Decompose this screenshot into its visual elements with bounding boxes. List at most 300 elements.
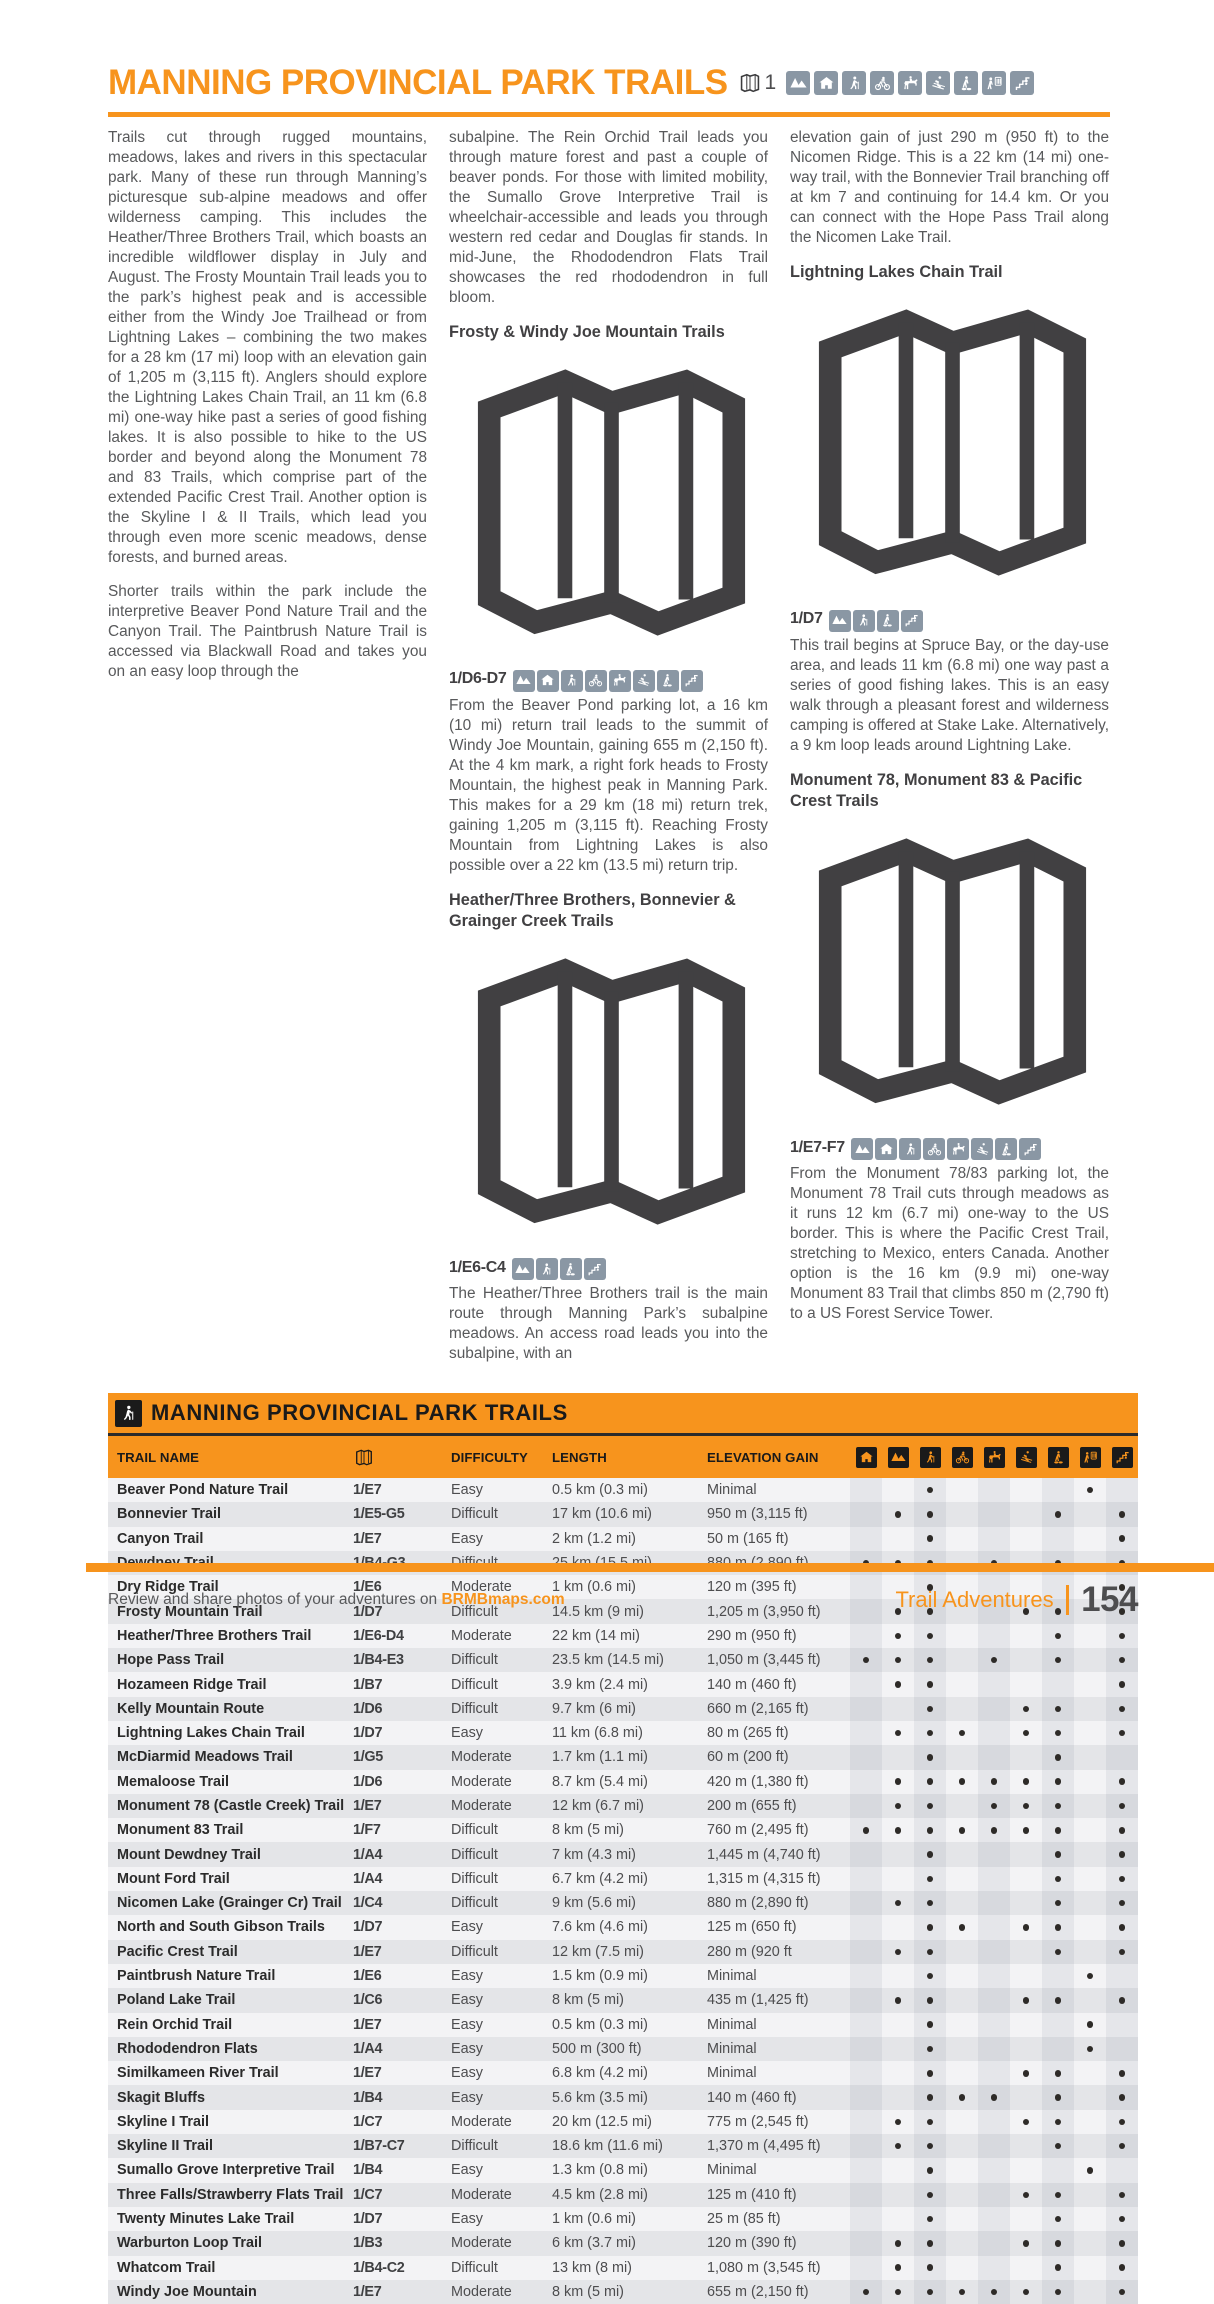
trail-elevation: 655 m (2,150 ft) [707,2283,809,2300]
activity-dot [1119,1681,1126,1688]
activity-cell-snowshoeing [1042,2061,1074,2085]
snowshoeing-icon [657,670,679,692]
activity-cell-interpretive [1074,1842,1106,1866]
activity-cell-cabin [850,1527,882,1551]
activity-cell-skiing [1010,1770,1042,1794]
page-header [108,62,1138,104]
activity-cell-camping [882,2183,914,2207]
activity-cell-interpretive [1074,1770,1106,1794]
activity-cell-interpretive [1074,1672,1106,1696]
activity-dot [1023,2240,1030,2247]
table-row [108,2256,1138,2280]
activity-cell-biking [946,1915,978,1939]
trail-difficulty: Moderate [451,2186,512,2203]
activity-cell-hiking [914,1648,946,1672]
activity-dot [863,1827,870,1834]
trail-difficulty: Moderate [451,2283,512,2300]
activity-cell-camping [882,1624,914,1648]
activity-cell-biking [946,1794,978,1818]
trail-length: 17 km (10.6 mi) [552,1506,652,1523]
trail-name: Beaver Pond Nature Trail [117,1482,289,1499]
activity-cell-stairs [1106,1964,1138,1988]
trail-length: 8.7 km (5.4 mi) [552,1773,648,1790]
activity-cell-cabin [850,1794,882,1818]
table-row [108,1915,1138,1939]
trail-name: Whatcom Trail [117,2259,216,2276]
trail-elevation: 80 m (265 ft) [707,1725,789,1742]
activity-cell-interpretive [1074,2110,1106,2134]
trail-difficulty: Easy [451,1919,483,1936]
trail-difficulty: Moderate [451,1773,512,1790]
activity-cell-cabin [850,2207,882,2231]
trail-difficulty: Difficult [451,1700,498,1717]
biking-column-icon [952,1447,973,1468]
trail-length: 12 km (7.5 mi) [552,1943,644,1960]
intro-column-2 [449,128,768,1378]
trail-map-ref: 1/C6 [353,1992,383,2009]
activity-cell-stairs [1106,2256,1138,2280]
activity-cell-camping [882,1478,914,1502]
section-heading [449,890,768,1281]
section-map-ref: 1/D6-D7 [449,670,507,687]
stairs-column-icon [1112,1447,1133,1468]
activity-dot [1055,2094,1062,2101]
table-row [108,1988,1138,2012]
activity-cell-interpretive [1074,2256,1106,2280]
activity-cell-skiing [1010,2158,1042,2182]
activity-dot [1055,1706,1062,1713]
activity-cell-biking [946,1527,978,1551]
trail-length: 6.7 km (4.2 mi) [552,1870,648,1887]
activity-cell-cabin [850,1867,882,1891]
activity-cell-hiking [914,1891,946,1915]
activity-cell-biking [946,2013,978,2037]
table-row [108,2183,1138,2207]
activity-dot [895,1803,902,1810]
paragraph: The Heather/Three Brothers trail is the main route through Manning Park’s subalpine meadows. An access road leads you into the subalpine, with an [449,1285,768,1362]
trail-elevation: 120 m (395 ft) [707,1579,797,1596]
activity-cell-biking [946,1988,978,2012]
activity-dot [863,1657,870,1664]
activity-cell-camping [882,1648,914,1672]
activity-cell-hiking [914,1624,946,1648]
activity-cell-biking [946,1745,978,1769]
trail-map-ref: 1/E7 [353,2283,382,2300]
skiing-icon [633,670,655,692]
activity-cell-skiing [1010,1964,1042,1988]
activity-dot [1119,1535,1126,1542]
trail-name: Heather/Three Brothers Trail [117,1627,312,1644]
activity-dot [1119,2240,1126,2247]
trail-difficulty: Difficult [451,1870,498,1887]
activity-cell-snowshoeing [1042,2256,1074,2280]
activity-dot [1119,1657,1126,1664]
trail-map-ref: 1/B7-C7 [353,2138,405,2155]
activity-cell-skiing [1010,2013,1042,2037]
activity-dot [1055,2143,1062,2150]
section-heading [790,262,1109,632]
trail-difficulty: Easy [451,2016,483,2033]
activity-cell-snowshoeing [1042,2013,1074,2037]
activity-cell-horseback [978,2037,1010,2061]
activity-dot [927,2216,934,2223]
activity-cell-skiing [1010,2061,1042,2085]
activity-cell-skiing [1010,1502,1042,1526]
activity-cell-hiking [914,2061,946,2085]
trail-length: 5.6 km (3.5 mi) [552,2089,648,2106]
activity-cell-stairs [1106,1770,1138,1794]
cabin-column-icon [856,1447,877,1468]
activity-dot [927,1778,934,1785]
activity-cell-camping [882,2013,914,2037]
activity-cell-camping [882,2280,914,2304]
activity-dot [1023,2119,1030,2126]
activity-cell-snowshoeing [1042,1721,1074,1745]
trail-name: Frosty Mountain Trail [117,1603,263,1620]
trail-difficulty: Moderate [451,1579,512,1596]
trail-map-ref: 1/C4 [353,1895,383,1912]
snowshoeing-column-icon [1048,1447,1069,1468]
activity-dot [1055,1778,1062,1785]
activity-dot [895,1778,902,1785]
activity-cell-hiking [914,1527,946,1551]
activity-cell-snowshoeing [1042,1842,1074,1866]
activity-cell-camping [882,2110,914,2134]
activity-cell-skiing [1010,2280,1042,2304]
activity-cell-horseback [978,2085,1010,2109]
activity-cell-stairs [1106,1721,1138,1745]
trail-name: Dry Ridge Trail [117,1579,219,1596]
activity-cell-biking [946,2207,978,2231]
trail-elevation: 60 m (200 ft) [707,1749,789,1766]
activity-cell-cabin [850,1940,882,1964]
trail-difficulty: Difficult [451,1603,498,1620]
paragraph: From the Beaver Pond parking lot, a 16 km (10 mi) return trail leads to the summit of Windy Joe Mountain, gaining 655 m (2,150 ft). At the 4 km mark, a right fork heads to Frosty Mountain, the highest peak in Manning Park. This makes for a 29 km (18 mi) return trek, gaining 1,205 m (3,115 ft). Reaching Frosty Mountain from Lightning Lakes is also possible over a 22 km (13.5 mi) return trip. [449,696,768,874]
trail-length: 2 km (1.2 mi) [552,1530,636,1547]
activity-cell-camping [882,1867,914,1891]
activity-cell-horseback [978,2280,1010,2304]
activity-dot [1119,1949,1126,1956]
trail-map-ref: 1/B4 [353,2162,383,2179]
activity-cell-camping [882,2061,914,2085]
snowshoeing-icon [954,71,978,95]
activity-dot [1119,1900,1126,1907]
table-row [108,1502,1138,1526]
activity-cell-snowshoeing [1042,1648,1074,1672]
activity-cell-hiking [914,1940,946,1964]
activity-cell-horseback [978,2110,1010,2134]
activity-cell-stairs [1106,1818,1138,1842]
activity-dot [991,1778,998,1785]
activity-dot [927,2264,934,2271]
trail-difficulty: Easy [451,1725,483,1742]
activity-dot [1119,1827,1126,1834]
activity-dot [1119,1511,1126,1518]
activity-dot [1023,1778,1030,1785]
activity-dot [959,2289,966,2296]
snowshoeing-icon [995,1138,1017,1160]
trail-map-ref: 1/A4 [353,1870,383,1887]
activity-cell-cabin [850,1745,882,1769]
camping-icon [829,610,851,632]
activity-cell-biking [946,1697,978,1721]
activity-cell-hiking [914,1770,946,1794]
activity-cell-horseback [978,2207,1010,2231]
biking-icon [870,71,894,95]
activity-dot [1055,2192,1062,2199]
map-icon [738,72,762,94]
table-row [108,2207,1138,2231]
activity-cell-stairs [1106,2280,1138,2304]
trail-difficulty: Moderate [451,2235,512,2252]
activity-cell-horseback [978,2061,1010,2085]
trail-name: Canyon Trail [117,1530,204,1547]
activity-cell-hiking [914,1988,946,2012]
trail-map-ref: 1/D7 [353,1725,383,1742]
trail-length: 1 km (0.6 mi) [552,2211,636,2228]
map-column-icon [353,1448,375,1467]
interpretive-column-icon [1080,1447,1101,1468]
activity-dot [895,1949,902,1956]
table-row [108,1940,1138,1964]
brand-link[interactable]: BRMBmaps.com [441,1591,565,1608]
activity-cell-interpretive [1074,1915,1106,1939]
page-content [108,0,1138,2304]
trail-difficulty: Easy [451,2065,483,2082]
activity-cell-horseback [978,1745,1010,1769]
trail-length: 18.6 km (11.6 mi) [552,2138,663,2155]
activity-cell-skiing [1010,1745,1042,1769]
activity-dot [927,1730,934,1737]
trail-elevation: 660 m (2,165 ft) [707,1700,809,1717]
activity-cell-snowshoeing [1042,2207,1074,2231]
activity-cell-skiing [1010,1624,1042,1648]
footer-note [108,1591,565,1609]
activity-dot [1055,1657,1062,1664]
activity-cell-horseback [978,1672,1010,1696]
activity-cell-skiing [1010,1794,1042,1818]
paragraph: From the Monument 78/83 parking lot, the Monument 78 Trail cuts through meadows as it runs 12 km (6.7 mi) one-way to the US border. This is where the Pacific Crest Trail, stretching to Mexico, enters Canada. Another option is the 16 km (9.9 mi) one-way Monument 83 Trail that climbs 850 m (2,790 ft) to a US Forest Service Tower. [790,1165,1109,1322]
activity-cell-horseback [978,1770,1010,1794]
hiker-icon [115,1400,142,1427]
trail-length: 6.8 km (4.2 mi) [552,2065,648,2082]
activity-cell-skiing [1010,2110,1042,2134]
activity-dot [895,1730,902,1737]
trail-difficulty: Difficult [451,1943,498,1960]
activity-cell-stairs [1106,1527,1138,1551]
activity-dot [1055,1730,1062,1737]
trail-map-ref: 1/E7 [353,1798,382,1814]
activity-dot [1023,1997,1030,2004]
activity-cell-cabin [850,2110,882,2134]
trail-elevation: 880 m (2,890 ft) [707,1895,809,1912]
table-row [108,1745,1138,1769]
activity-cell-horseback [978,1915,1010,1939]
table-header-row [108,1433,1138,1478]
trail-length: 14.5 km (9 mi) [552,1603,644,1620]
activity-cell-horseback [978,2158,1010,2182]
activity-dot [1055,2240,1062,2247]
activity-cell-biking [946,1648,978,1672]
stairs-icon [1019,1138,1041,1160]
activity-dot [927,2143,934,2150]
trail-length: 6 km (3.7 mi) [552,2235,636,2252]
activity-cell-stairs [1106,1915,1138,1939]
activity-dot [1023,1730,1030,1737]
activity-cell-hiking [914,1672,946,1696]
activity-cell-camping [882,1770,914,1794]
activity-cell-cabin [850,1964,882,1988]
activity-dot [1119,1876,1126,1883]
activity-cell-biking [946,2037,978,2061]
activity-cell-interpretive [1074,2280,1106,2304]
trail-length: 11 km (6.8 mi) [552,1725,643,1742]
activity-dot [1055,1997,1062,2004]
activity-cell-hiking [914,1745,946,1769]
trail-elevation: 125 m (410 ft) [707,2186,797,2203]
activity-cell-skiing [1010,1940,1042,1964]
activity-dot [927,2046,934,2053]
activity-dot [1119,2216,1126,2223]
trail-map-ref: 1/E6 [353,1968,382,1985]
activity-cell-horseback [978,2013,1010,2037]
activity-cell-camping [882,1818,914,1842]
trail-name: Memaloose Trail [117,1773,229,1790]
activity-cell-snowshoeing [1042,1624,1074,1648]
activity-dot [927,1754,934,1761]
activity-cell-hiking [914,2183,946,2207]
activity-cell-horseback [978,1842,1010,1866]
trail-map-ref: 1/B4 [353,2089,383,2106]
trail-name: Warburton Loop Trail [117,2235,262,2252]
activity-cell-biking [946,1964,978,1988]
activity-cell-cabin [850,1672,882,1696]
trail-name: Monument 83 Trail [117,1822,244,1839]
stairs-icon [681,670,703,692]
trail-elevation: Minimal [707,1968,757,1985]
activity-cell-horseback [978,1624,1010,1648]
hiking-icon [842,71,866,95]
activity-cell-biking [946,1478,978,1502]
hiking-column-icon [920,1447,941,1468]
activity-cell-camping [882,1697,914,1721]
trail-name: Skyline I Trail [117,2113,209,2130]
stairs-icon [901,610,923,632]
activity-dot [959,2094,966,2101]
trail-length: 1.3 km (0.8 mi) [552,2162,648,2179]
trail-name: Bonnevier Trail [117,1506,221,1523]
activity-dot [1055,2216,1062,2223]
activity-dot [927,2192,934,2199]
trail-length: 7 km (4.3 mi) [552,1846,636,1863]
activity-cell-camping [882,1964,914,1988]
trail-length: 9 km (5.6 mi) [552,1895,636,1912]
activity-cell-camping [882,1940,914,1964]
activity-cell-skiing [1010,1697,1042,1721]
paragraph: elevation gain of just 290 m (950 ft) to the Nicomen Ridge. This is a 22 km (14 mi) one-way trail, with the Bonnevier Trail branching off at km 7 and continuing for 14.4 km. Or you can connect with the Hope Pass Trail along the Nicomen Lake Trail. [790,129,1109,246]
activity-dot [1119,1851,1126,1858]
trail-map-ref: 1/A4 [353,1846,383,1863]
activity-dot [927,1900,934,1907]
activity-cell-horseback [978,1794,1010,1818]
activity-cell-stairs [1106,2231,1138,2255]
trail-elevation: 50 m (165 ft) [707,1530,789,1547]
activity-cell-interpretive [1074,2158,1106,2182]
trail-difficulty: Difficult [451,1676,498,1693]
trail-map-ref: 1/E7 [353,1530,382,1547]
biking-icon [923,1138,945,1160]
activity-cell-stairs [1106,1794,1138,1818]
trail-name: Monument 78 (Castle Creek) Trail [117,1798,345,1814]
activity-cell-hiking [914,2158,946,2182]
table-title: MANNING PROVINCIAL PARK TRAILS [151,1400,568,1425]
activity-cell-cabin [850,2037,882,2061]
activity-cell-biking [946,2231,978,2255]
activity-dot [1119,2094,1126,2101]
activity-cell-biking [946,2061,978,2085]
activity-dot [863,2289,870,2296]
col-header-length: LENGTH [552,1449,607,1465]
activity-cell-cabin [850,2134,882,2158]
trail-map-ref: 1/F7 [353,1822,381,1839]
col-header-difficulty: DIFFICULTY [451,1449,528,1465]
table-row [108,2134,1138,2158]
activity-dot [927,1535,934,1542]
activity-cell-horseback [978,1988,1010,2012]
trail-elevation: 420 m (1,380 ft) [707,1773,809,1790]
col-header-trail-name: TRAIL NAME [117,1449,200,1465]
activity-dot [927,1949,934,1956]
trail-map-ref: 1/B4-E3 [353,1652,404,1669]
activity-dot [1087,2167,1094,2174]
activity-dot [1023,2289,1030,2296]
activity-cell-snowshoeing [1042,1794,1074,1818]
table-row [108,1867,1138,1891]
trail-length: 12 km (6.7 mi) [552,1798,644,1814]
activity-cell-stairs [1106,1478,1138,1502]
stairs-icon [1010,71,1034,95]
activity-cell-cabin [850,1915,882,1939]
activity-cell-horseback [978,1527,1010,1551]
activity-cell-cabin [850,1721,882,1745]
paragraph: This trail begins at Spruce Bay, or the day-use area, and leads 11 km (6.8 mi) one way past a series of good fishing lakes. This is an easy walk through a pleasant forest and wilderness camping is offered at Stake Lake. Alternatively, a 9 km loop leads around Lightning Lake. [790,636,1109,754]
trail-map-ref: 1/E7 [353,2065,382,2082]
trail-difficulty: Easy [451,2162,483,2179]
activity-dot [1055,1633,1062,1640]
trail-length: 8 km (5 mi) [552,1822,624,1839]
activity-cell-stairs [1106,2183,1138,2207]
activity-cell-snowshoeing [1042,1940,1074,1964]
activity-dot [1119,1633,1126,1640]
activity-cell-camping [882,1988,914,2012]
activity-dot [927,1973,934,1980]
activity-cell-stairs [1106,2085,1138,2109]
trail-length: 1 km (0.6 mi) [552,1579,636,1596]
trail-name: Hozameen Ridge Trail [117,1676,267,1693]
trail-elevation: 140 m (460 ft) [707,2089,797,2106]
activity-dot [895,1827,902,1834]
camping-icon [513,670,535,692]
trail-difficulty: Easy [451,1530,483,1547]
table-row [108,1891,1138,1915]
activity-cell-camping [882,1502,914,1526]
activity-cell-hiking [914,2013,946,2037]
trail-elevation: 950 m (3,115 ft) [707,1506,808,1523]
trail-elevation: 1,205 m (3,950 ft) [707,1603,821,1620]
activity-dot [1119,1997,1126,2004]
activity-dot [895,2264,902,2271]
trail-name: Kelly Mountain Route [117,1700,265,1717]
